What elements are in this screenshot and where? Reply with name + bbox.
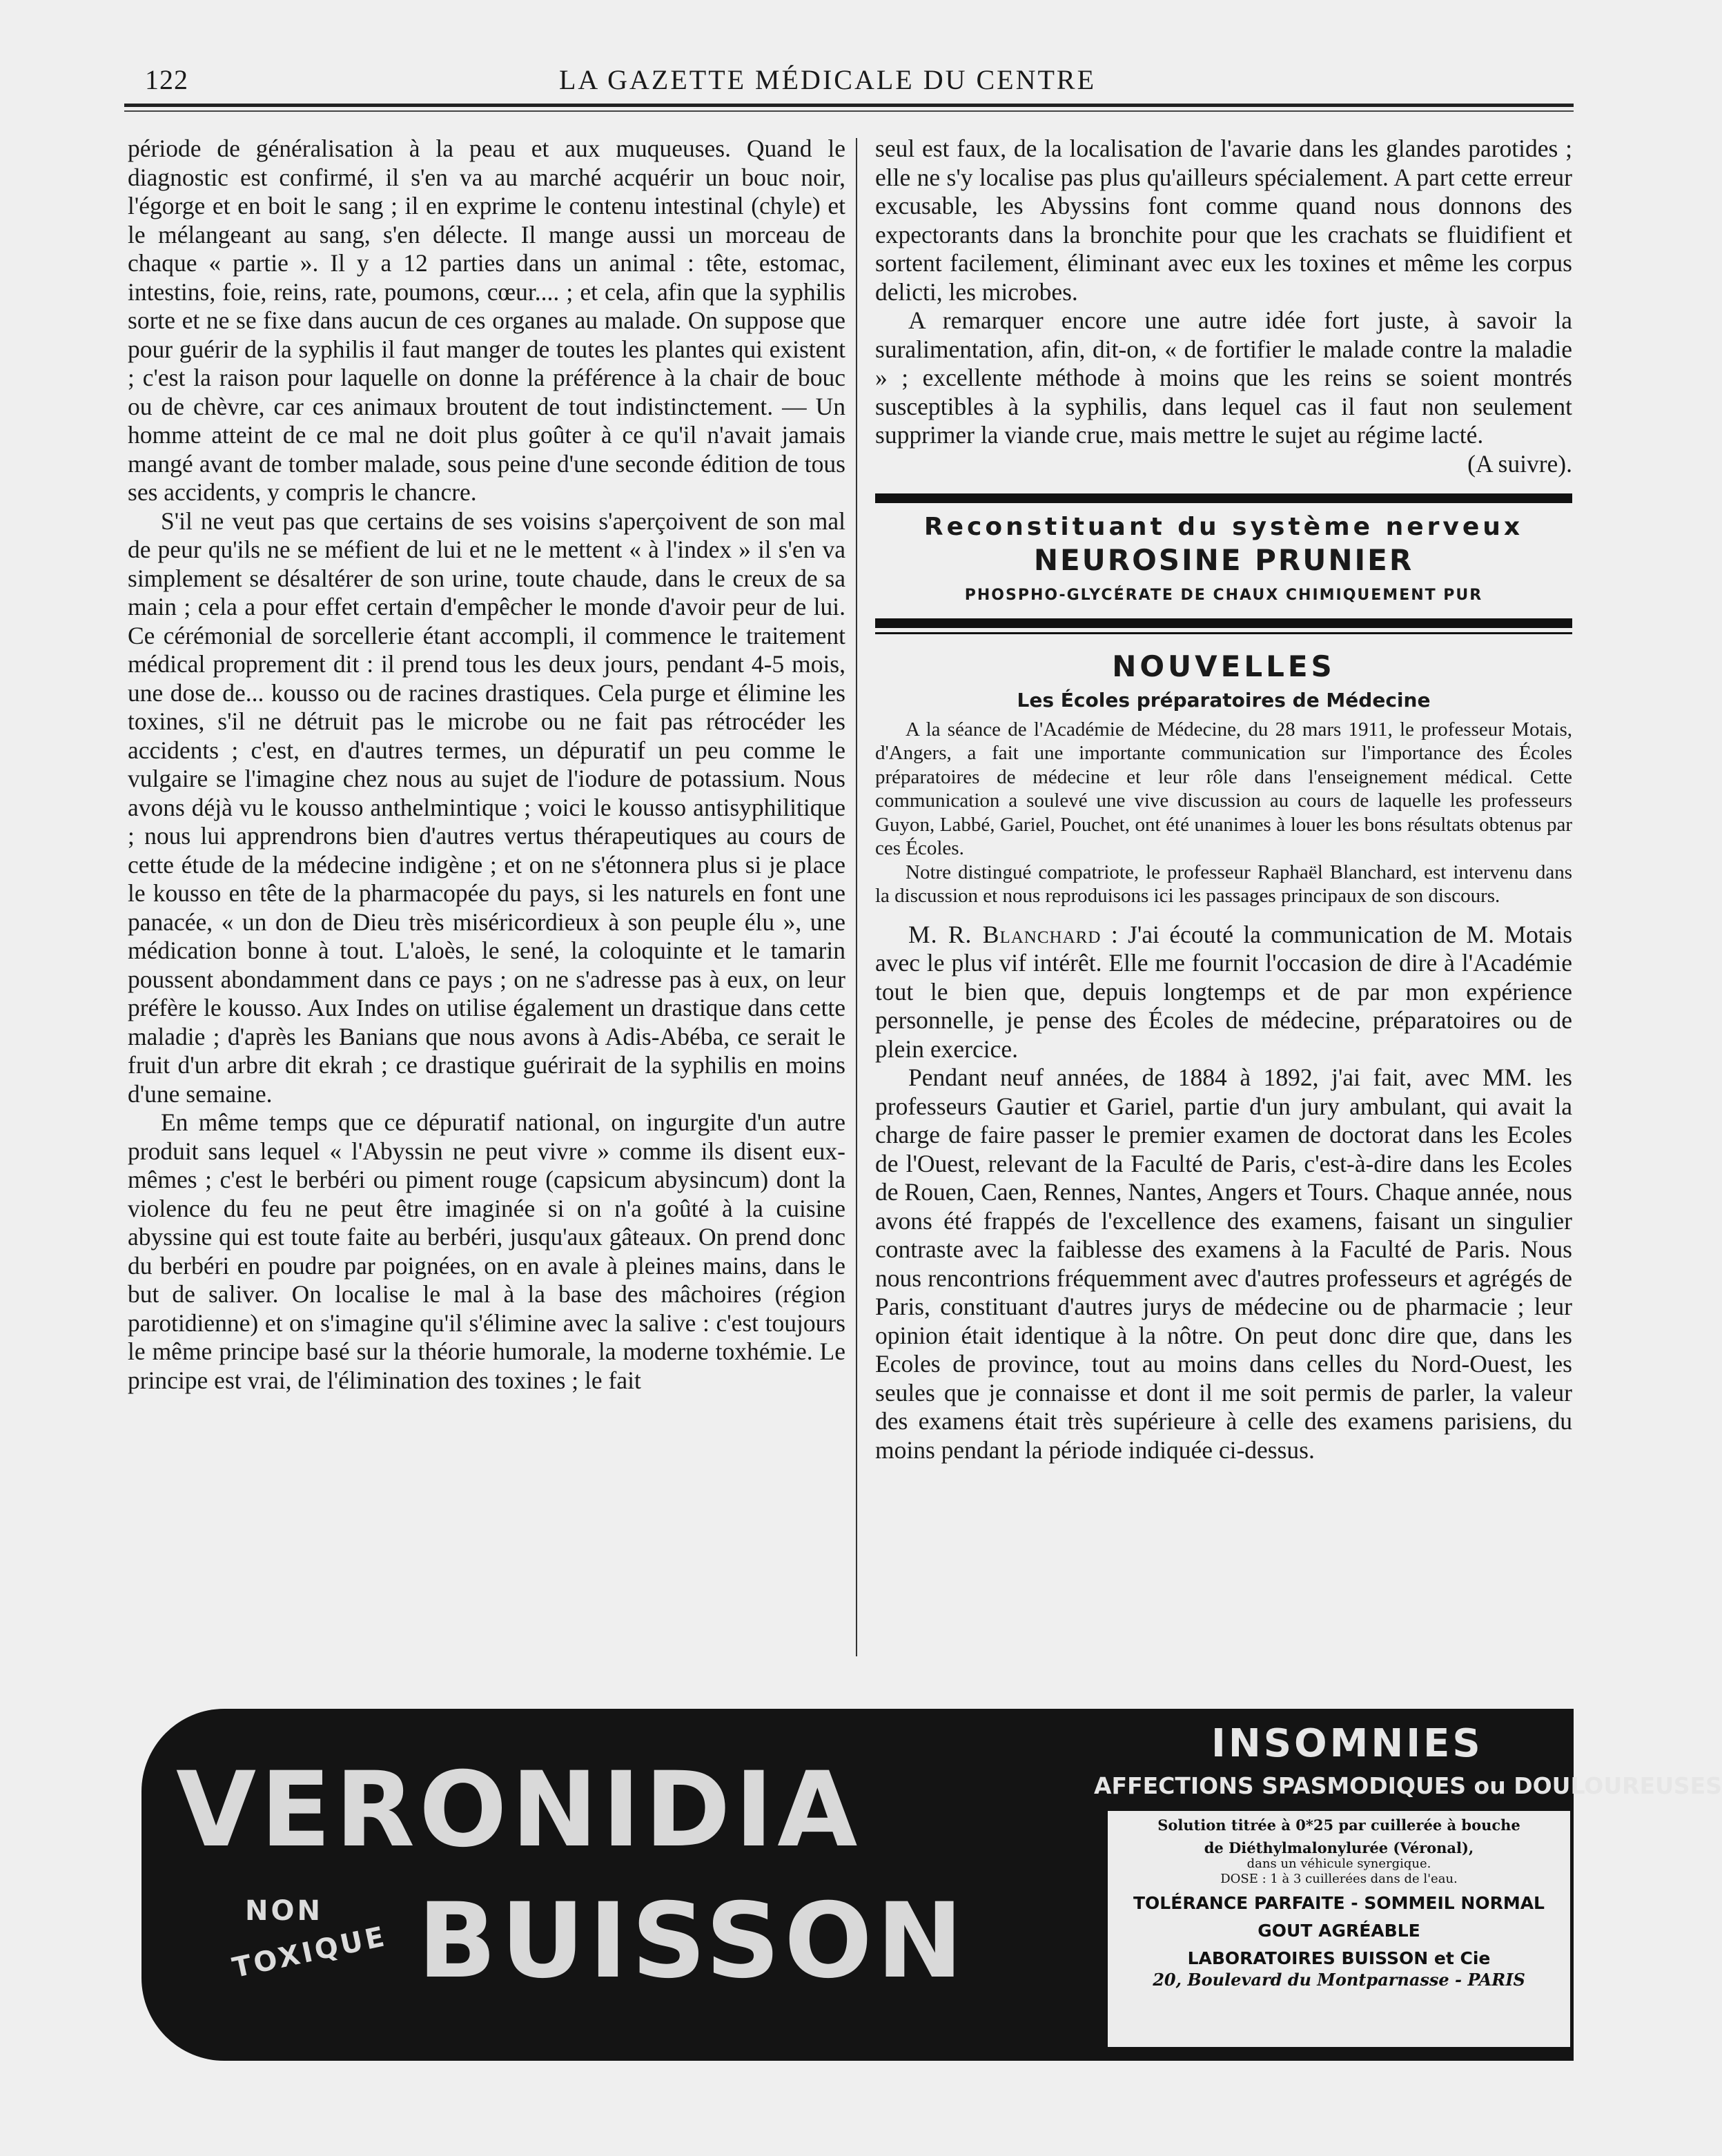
ad-rule-top xyxy=(875,493,1572,503)
neurosine-description: PHOSPHO-GLYCÉRATE DE CHAUX CHIMIQUEMENT PUR xyxy=(964,587,1483,604)
right-paragraph-2: A remarquer encore une autre idée fort juste, à savoir la suralimentation, afin, dit-on, « de fortifier le malade contre la maladie » ; excellente méthode à moins que les reins se soient montrés susceptibles à la syphilis, dans lequel cas il faut non seulement supprimer la viande crue, mais mettre le sujet au régime lacté. xyxy=(875,306,1572,449)
speech-paragraph-2: Pendant neuf années, de 1884 à 1892, j'ai fait, avec MM. les professeurs Gautier et Gariel, partie d'un jury ambulant, qui avait la charge de faire passer le premier examen de doctorat dans les Ecoles de l'Ouest, relevant de la Faculté de Paris, c'est-à-dire dans les Ecoles de Rouen, Caen, Rennes, Nantes, Angers et Tours. Chaque année, nous avons été frappés de l'excellence des examens, faisant un singulier contraste avec la faiblesse des examens à la Faculté de Paris. Nous nous rencontrions fréquemment avec d'autres professeurs et agrégés de Paris, constituant d'autres jurys de médecine ou de pharmacie ; leur opinion était identique à la nôtre. On peut donc dire que, dans les Ecoles de province, tout au moins dans celles du Nord-Ouest, les seules que je connaisse et dont il me soit permis de parler, la valeur des examens était très supérieure à celle des examens parisiens, du moins pendant la période indiquée ci-dessus. xyxy=(875,1064,1572,1464)
info-line-1: Solution titrée à 0*25 par cuillerée à bouche xyxy=(1157,1816,1520,1834)
toxique-badge: TOXIQUE xyxy=(229,1920,390,1985)
left-column xyxy=(128,135,845,1395)
ad-rule-bottom xyxy=(875,618,1572,628)
buisson-brand: BUISSON xyxy=(418,1881,968,2001)
a-suivre: (A suivre). xyxy=(1467,449,1572,478)
nouvelles-heading: NOUVELLES xyxy=(1112,649,1335,683)
speaker-name: M. R. Blanchard xyxy=(908,920,1102,948)
info-line-3: dans un véhicule synergique. xyxy=(1246,1856,1431,1871)
veronidia-ad xyxy=(141,1709,1722,2061)
header-rule xyxy=(124,104,1574,107)
nouvelles-paragraph-2: Notre distingué compatriote, le professeur Raphaël Blanchard, est intervenu dans la discussion et nous reproduisons ici les passages principaux de son discours. xyxy=(875,861,1572,907)
insomnies-headline: INSOMNIES xyxy=(1211,1721,1483,1766)
non-badge: NON xyxy=(245,1895,323,1927)
info-line-7: LABORATOIRES BUISSON et Cie xyxy=(1187,1948,1491,1968)
info-line-6: GOUT AGRÉABLE xyxy=(1258,1921,1420,1941)
column-divider xyxy=(856,138,857,1656)
neurosine-tagline: Reconstituant du système nerveux xyxy=(923,513,1524,541)
neurosine-ad xyxy=(875,513,1572,610)
info-line-8: 20, Boulevard du Montparnasse - PARIS xyxy=(1153,1970,1525,1990)
page-number: 122 xyxy=(145,63,188,95)
info-line-2: de Diéthylmalonylurée (Véronal), xyxy=(1204,1839,1474,1856)
header-rule-thin xyxy=(124,110,1574,112)
nouvelles-body xyxy=(875,718,1572,908)
journal-title: LA GAZETTE MÉDICALE DU CENTRE xyxy=(559,63,1097,95)
left-paragraph-3: En même temps que ce dépuratif national, on ingurgite d'un autre produit sans lequel « l'Abyssin ne peut vivre » comme ils disent eux-mêmes ; c'est le berbéri ou piment rouge (capsicum abysincum) dont la violence du feu ne peut être imaginée si on n'a goûté à la cuisine abyssine qui est toute faite au berbéri, jusqu'aux gâteaux. On prend donc du berbéri en poudre par poignées, on en avale à pleines mains, dans le but de saliver. On localise le mal à la base des mâchoires (région parotidienne) et on s'imagine qu'il s'élimine avec la salive : c'est toujours le même principe basé sur la théorie humorale, la moderne toxhémie. Le principe est vrai, de l'élimination des toxines ; le fait xyxy=(128,1108,845,1394)
veronidia-info-box xyxy=(1108,1811,1570,2047)
speech-paragraph-1 xyxy=(875,921,1572,1064)
affections-subheadline: AFFECTIONS SPASMODIQUES ou DOULOUREUSES xyxy=(1094,1772,1722,1799)
left-paragraph-1: période de généralisation à la peau et aux muqueuses. Quand le diagnostic est confirmé, il s'en va au marché acquérir un bouc noir, l'égorge et en boit le sang ; il en exprime le contenu intestinal (chyle) et le mélangeant au sang, s'en délecte. Il mange aussi un morceau de chaque « partie ». Il y a 12 parties dans un animal : tête, estomac, intestins, foie, reins, rate, poumons, cœur.... ; et cela, afin que la syphilis sorte et ne se fixe dans aucun de ces organes au malade. On suppose que pour guérir de la syphilis il faut manger de toutes les plantes qui existent ; c'est la raison pour laquelle on donne la préférence à la chair de bouc ou de chèvre, car ces animaux broutent de tout indistinctement. — Un homme atteint de ce mal ne doit plus goûter à ce qu'il n'avait jamais mangé avant de tomber malade, sous peine d'une seconde édition de tous ses accidents, y compris le chancre. xyxy=(128,135,845,506)
neurosine-name: NEUROSINE PRUNIER xyxy=(1033,542,1414,577)
nouvelles-subheading: Les Écoles préparatoires de Médecine xyxy=(1017,689,1431,712)
nouvelles-paragraph-1: A la séance de l'Académie de Médecine, du 28 mars 1911, le professeur Motais, d'Angers, a fait une importante communication sur l'importance des Écoles préparatoires de médecine et leur rôle dans l'enseignement médical. Cette communication a soulevé une vive discussion au cours de laquelle les professeurs Guyon, Labbé, Gariel, Pouchet, ont été unanimes à louer les bons résultats obtenus par ces Écoles. xyxy=(875,718,1572,859)
ad-rule-bottom-thin xyxy=(875,632,1572,634)
page-header xyxy=(145,55,1456,104)
info-line-5: TOLÉRANCE PARFAITE - SOMMEIL NORMAL xyxy=(1133,1893,1545,1913)
right-paragraph-1: seul est faux, de la localisation de l'avarie dans les glandes parotides ; elle ne s'y localise pas plus qu'ailleurs spécialement. A part cette erreur excusable, les Abyssins font comme quand nous donnons des expectorants dans la bronchite pour que les crachats se fluidifient et sortent facilement, éliminant avec eux les toxines et même les corpus delicti, les microbes. xyxy=(875,135,1572,306)
left-paragraph-2: S'il ne veut pas que certains de ses voisins s'aperçoivent de son mal de peur qu'ils ne se méfient de lui et ne le mettent « à l'index » il s'en va simplement se désaltérer de son urine, toute chaude, dans le creux de sa main ; cela a pour effet certain d'empêcher le monde d'avoir peur de lui. Ce cérémonial de sorcellerie étant accompli, il commence le traitement médical proprement dit : il prend tous les deux jours, pendant 4-5 mois, une dose de... kousso ou de racines drastiques. Cela purge et élimine les toxines, s'il ne détruit pas le microbe ou ne fait pas rétrocéder les accidents ; c'est, en d'autres termes, un dépuratif un peu comme le vulgaire se l'imagine chez nous au sujet de l'iodure de potassium. Nous avons déjà vu le kousso anthelmintique ; voici le kousso antisyphilitique ; nous lui apprendrons bien d'autres vertus thérapeutiques au cours de cette étude de la médecine indigène ; et on ne s'étonnera plus si je place le kousso en tête de la pharmacopée du pays, si les naturels en font une panacée, « un don de Dieu très miséricordieux à son peuple élu », une médication bonne à tout. L'aloès, le sené, la coloquinte et le tamarin poussent abondamment dans ce pays ; on ne s'adresse pas à eux, on leur préfère le kousso. Aux Indes on utilise également un drastique dans cette maladie ; d'après les Banians que nous avons à Adis-Abéba, ce serait le fruit d'un arbre dit ekrah ; ce drastique guérirait de la syphilis en moins d'une semaine. xyxy=(128,507,845,1108)
veronidia-brand: VERONIDIA xyxy=(176,1750,862,1870)
right-column xyxy=(875,135,1572,1464)
speech-text-1: : J'ai écouté la communication de M. Motais avec le plus vif intérêt. Elle me fournit l'occasion de dire à l'Académie tout le bien que, depuis longtemps et de par mon expérience personnelle, je pense des Écoles de médecine, préparatoires ou de plein exercice. xyxy=(875,920,1573,1063)
info-line-4: DOSE : 1 à 3 cuillerées dans de l'eau. xyxy=(1220,1872,1458,1886)
